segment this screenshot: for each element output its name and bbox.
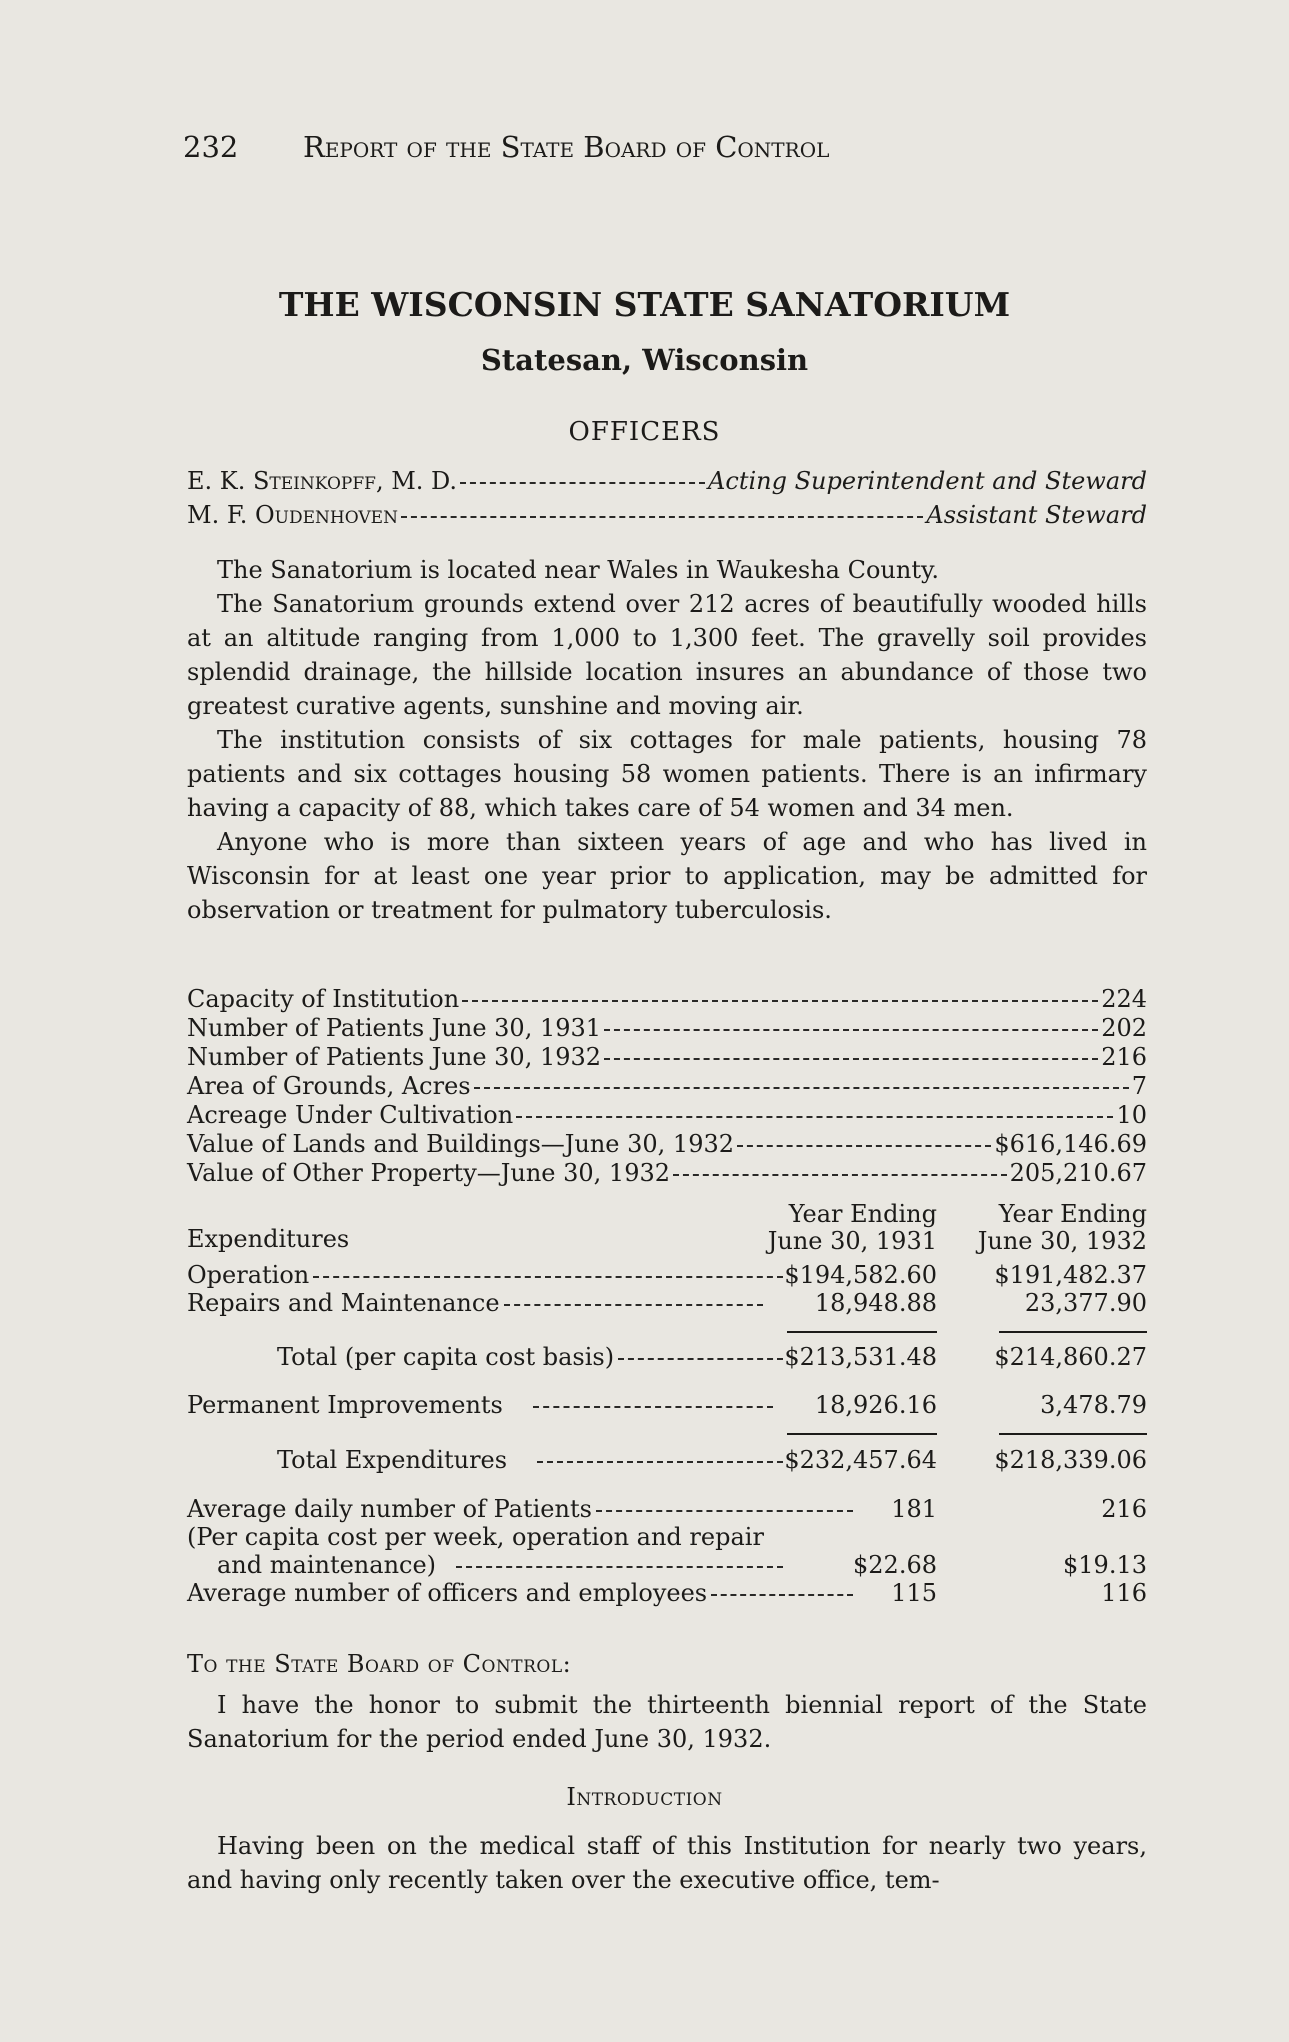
officer-name: E. K. Steinkopff, M. D. bbox=[187, 467, 458, 495]
paragraph: The Sanatorium grounds extend over 212 acres of beautifully wooded hills at an altitude ranging from 1,000 to 1,300 feet. The gravelly soil provides splendid drainage, the hillside location insures an abundance of those two greatest curative agents, sunshine and moving air. bbox=[187, 590, 1147, 720]
stat-label: Number of Patients June 30, 1931 bbox=[187, 1014, 602, 1042]
document-title: THE WISCONSIN STATE SANATORIUM bbox=[278, 285, 1011, 324]
paragraph: The Sanatorium is located near Wales in Waukesha County. bbox=[217, 556, 939, 584]
stat-value: 205,210.67 bbox=[1009, 1159, 1147, 1187]
salutation: To the State Board of Control: bbox=[187, 1650, 572, 1678]
page-number: 232 bbox=[183, 130, 239, 164]
paragraph: The institution consists of six cottages for male patients, housing 78 patients and six cottages housing 58 women patients. There is an infirmary having a capacity of 88, which takes care of 54 women and 34 men. bbox=[187, 726, 1147, 822]
stat-row bbox=[187, 1101, 1147, 1130]
stat-label: Number of Patients June 30, 1932 bbox=[187, 1043, 602, 1071]
letter-paragraph: I have the honor to submit the thirteenth biennial report of the State Sanatorium for the period ended June 30, 1932. bbox=[187, 1691, 1147, 1753]
col-header-1932: Year Ending June 30, 1932 bbox=[977, 1200, 1147, 1255]
officer-role: Acting Superintendent and Steward bbox=[708, 467, 1147, 495]
running-title: Report of the State Board of Control bbox=[303, 130, 830, 164]
stat-value: 216 bbox=[1101, 1043, 1147, 1071]
expenditures-heading: Expenditures bbox=[187, 1225, 350, 1253]
stat-row bbox=[187, 1130, 1147, 1159]
officer-row bbox=[187, 501, 1147, 529]
stat-row bbox=[187, 1072, 1147, 1101]
expenditures-table: Year Ending June 30, 1931 Year Ending June 30, 1932 Expenditures Operation $194,582.60 $191,482.37 Repairs and Maintenance 18,948.88 23,377.90 Total (per capita cost basis) $213,531.48 $214,860.27 Permanent Improvements 18,926.16 3,478.79 Total Expenditures $232,457.64 $218,339.06 Average daily number of Patients 181 216 (Per capita cost per week, operation and repair and maintenance) $22.68 $19.13 Average number of officers and employees 115 116 bbox=[187, 1200, 1147, 1607]
stat-value: 7 bbox=[1131, 1072, 1147, 1100]
stat-value: 202 bbox=[1101, 1014, 1147, 1042]
officer-row bbox=[187, 467, 1147, 495]
introduction-heading: Introduction bbox=[566, 1783, 723, 1811]
officer-role: Assistant Steward bbox=[926, 501, 1147, 529]
stat-label: Area of Grounds, Acres bbox=[187, 1072, 471, 1100]
stat-row bbox=[187, 1043, 1147, 1072]
stat-value: $616,146.69 bbox=[994, 1130, 1147, 1158]
stat-label: Acreage Under Cultivation bbox=[187, 1101, 514, 1129]
stat-row bbox=[187, 985, 1147, 1014]
officers-heading: OFFICERS bbox=[568, 417, 721, 447]
officer-name: M. F. Oudenhoven bbox=[187, 501, 398, 529]
document-subtitle: Statesan, Wisconsin bbox=[480, 343, 809, 377]
running-header bbox=[183, 130, 829, 164]
stat-value: 224 bbox=[1101, 985, 1147, 1013]
description-paragraphs bbox=[187, 553, 1147, 927]
stat-label: Value of Lands and Buildings—June 30, 1932 bbox=[187, 1130, 734, 1158]
paragraph: Anyone who is more than sixteen years of age and who has lived in Wisconsin for at least one year prior to application, may be admitted for observation or treatment for pulmatory tuberculosis. bbox=[187, 828, 1147, 924]
col-header-1931: Year Ending June 30, 1931 bbox=[767, 1200, 937, 1255]
intro-paragraph: Having been on the medical staff of this Institution for nearly two years, and having only recently taken over the executive office, tem- bbox=[187, 1832, 1147, 1894]
per-capita-note: (Per capita cost per week, operation and repair bbox=[187, 1523, 764, 1551]
stat-value: 10 bbox=[1116, 1101, 1147, 1129]
statistics-list bbox=[187, 985, 1147, 1188]
stat-row bbox=[187, 1014, 1147, 1043]
stat-label: Value of Other Property—June 30, 1932 bbox=[187, 1159, 670, 1187]
stat-label: Capacity of Institution bbox=[187, 985, 460, 1013]
stat-row bbox=[187, 1159, 1147, 1188]
